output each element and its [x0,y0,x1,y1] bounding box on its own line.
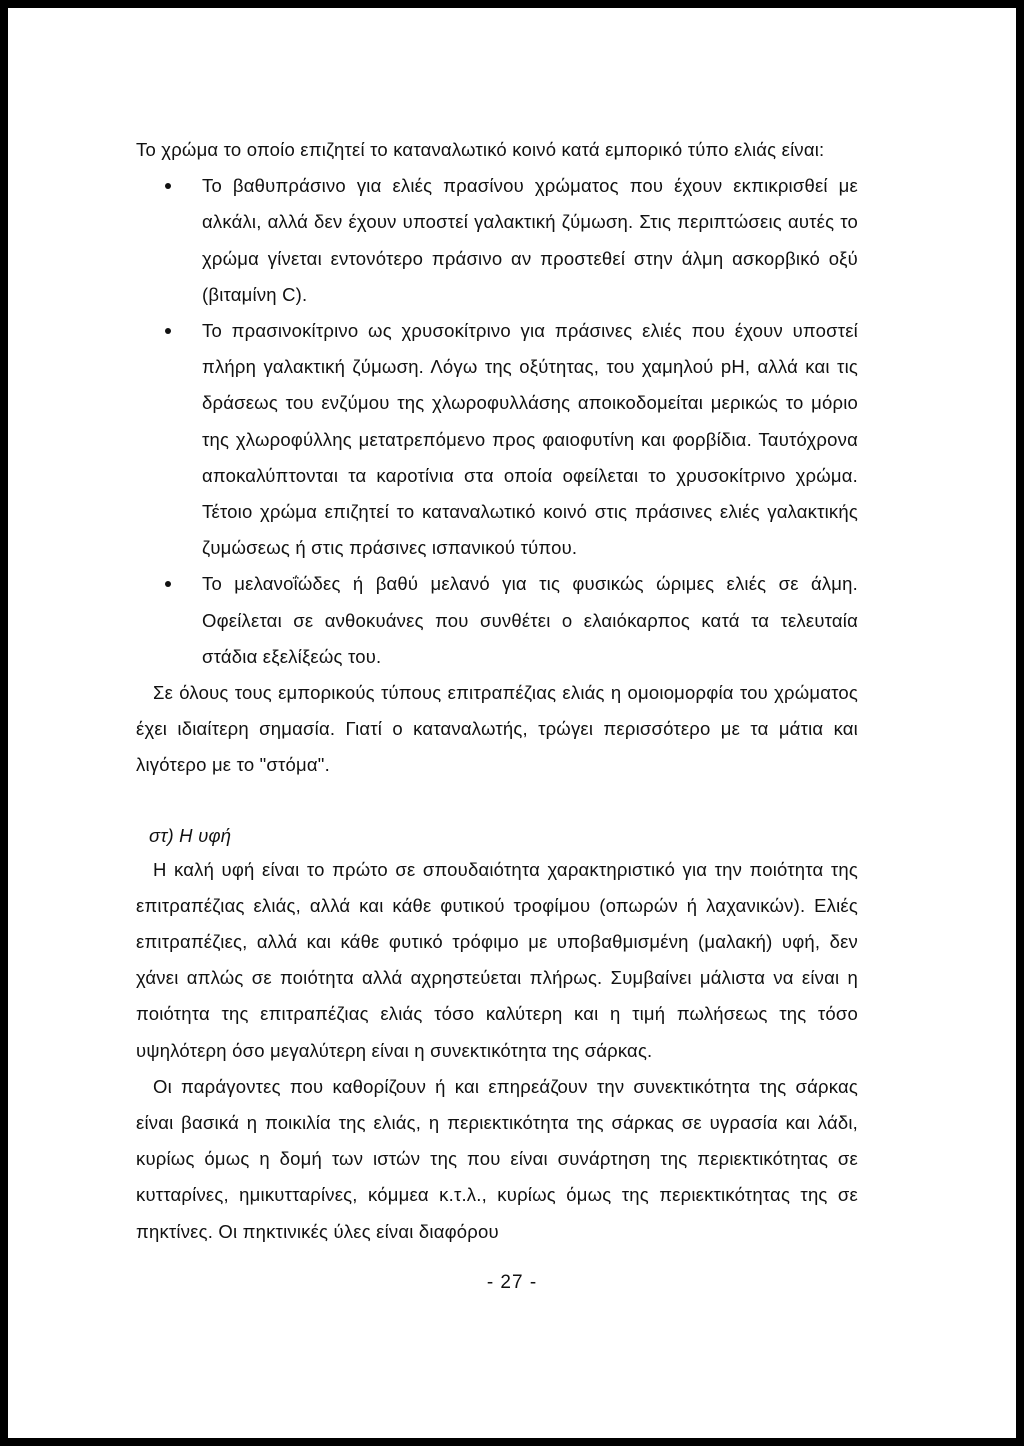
list-item [202,313,858,566]
list-item [202,566,858,675]
color-list [136,168,858,675]
page-content [136,132,858,1250]
intro-paragraph: Το χρώμα το οποίο επιζητεί το καταναλωτικό κοινό κατά εμπορικό τύπο ελιάς είναι: [136,139,825,160]
document-page [8,8,1016,1438]
list-item-text: Το μελανοΐώδες ή βαθύ μελανό για τις φυσικώς ώριμες ελιές σε άλμη. Οφείλεται σε ανθοκυάνες που συνθέτει ο ελαιόκαρπος κατά τα τελευταία στάδια εξελίξεώς του. [202,573,858,667]
page-number: - 27 - [486,1272,538,1293]
closing-paragraph: Σε όλους τους εμπορικούς τύπους επιτραπέζιας ελιάς η ομοιομορφία του χρώματος έχει ιδιαίτερη σημασία. Γιατί ο καταναλωτής, τρώγει περισσότερο με τα μάτια και λιγότερο με το "στόμα". [136,682,858,776]
bullet-icon [165,183,171,189]
list-item-text: Το βαθυπράσινο για ελιές πρασίνου χρώματος που έχουν εκπικρισθεί με αλκάλι, αλλά δεν έχουν υποστεί γαλακτική ζύμωση. Στις περιπτώσεις αυτές το χρώμα γίνεται εντονότερο πράσινο αν προστεθεί στην άλμη ασκορβικό οξύ (βιταμίνη C). [202,175,858,305]
bullet-icon [165,328,171,334]
list-item [202,168,858,313]
section-heading: στ) Η υφή [149,824,232,846]
section-paragraph: Η καλή υφή είναι το πρώτο σε σπουδαιότητα χαρακτηριστικό για την ποιότητα της επιτραπέζιας ελιάς, αλλά και κάθε φυτικού τροφίμου (οπωρών ή λαχανικών). Ελιές επιτραπέζιες, αλλά και κάθε φυτικό τρόφιμο με υποβαθμισμένη (μαλακή) υφή, δεν χάνει απλώς σε ποιότητα αλλά αχρηστεύεται πλήρως. Συμβαίνει μάλιστα να είναι η ποιότητα της επιτραπέζιας ελιάς τόσο καλύτερη και η τιμή πωλήσεως της τόσο υψηλότερη όσο μεγαλύτερη είναι η συνεκτικότητα της σάρκας. [136,858,858,1061]
section-paragraph: Οι παράγοντες που καθορίζουν ή και επηρεάζουν την συνεκτικότητα της σάρκας είναι βασικά η ποικιλία της ελιάς, η περιεκτικότητα της σάρκας σε υγρασία και λάδι, κυρίως όμως η δομή των ιστών της που είναι συνάρτηση της περιεκτικότητας σε κυτταρίνες, ημικυτταρίνες, κόμμεα κ.τ.λ., κυρίως όμως της περιεκτικότητας της σε πηκτίνες. Οι πηκτινικές ύλες είναι διαφόρου [136,1075,858,1242]
bullet-icon [165,581,171,587]
list-item-text: Το πρασινοκίτρινο ως χρυσοκίτρινο για πράσινες ελιές που έχουν υποστεί πλήρη γαλακτική ζύμωση. Λόγω της οξύτητας, του χαμηλού pH, αλλά και τις δράσεως του ενζύμου της χλωροφυλλάσης αποικοδομείται μερικώς το μόριο της χλωροφύλλης μετατρεπόμενο προς φαιοφυτίνη και φορβίδια. Ταυτόχρονα αποκαλύπτονται τα καροτίνια στα οποία οφείλεται το χρυσοκίτρινο χρώμα. Τέτοιο χρώμα επιζητεί το καταναλωτικό κοινό στις πράσινες ελιές γαλακτικής ζυμώσεως ή στις πράσινες ισπανικού τύπου. [202,320,858,559]
section-spacer [136,784,858,820]
